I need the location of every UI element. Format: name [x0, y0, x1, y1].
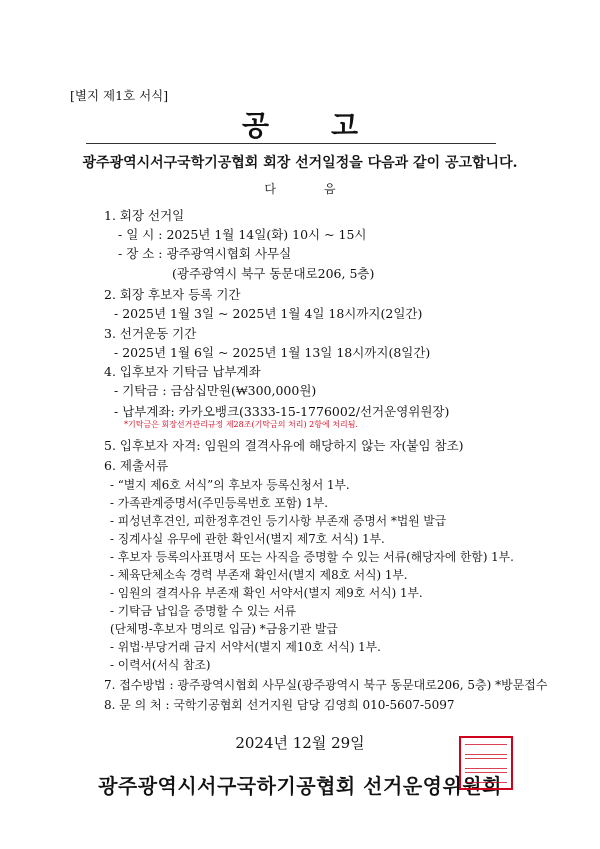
organization-name: 광주광역시서구국하기공협회 선거운영위원회	[98, 774, 502, 798]
form-tag: [별지 제1호 서식]	[70, 88, 169, 103]
section-2-heading: 2. 회장 후보자 등록 기간	[104, 287, 241, 302]
seal-line	[465, 772, 507, 783]
document-item: - 징계사실 유무에 관한 확인서(별지 제7호 서식) 1부.	[110, 532, 385, 546]
daum-label: 다음	[264, 182, 384, 196]
section-2-line-1: - 2025년 1월 3일 ~ 2025년 1월 4일 18시까지(2일간)	[114, 306, 423, 321]
document-item: - 임원의 결격사유 부존재 확인 서약서(별지 제9호 서식) 1부.	[110, 586, 423, 600]
section-5-heading: 5. 입후보자 자격: 임원의 결격사유에 해당하지 않는 자(붙임 참조)	[104, 438, 464, 453]
section-1-line-2: - 장 소 : 광주광역시협회 사무실	[118, 246, 292, 261]
document-item: - 기탁금 납입을 증명할 수 있는 서류	[110, 604, 297, 618]
page-title: 공고	[241, 109, 421, 142]
title-divider	[86, 143, 496, 144]
document-item: - 체육단체소속 경력 부존재 확인서(별지 제8호 서식) 1부.	[110, 568, 408, 582]
document-item: - 위법·부당거래 금지 서약서(별지 제10호 서식) 1부.	[110, 640, 381, 654]
official-seal	[459, 736, 513, 790]
section-4-heading: 4. 입후보자 기탁금 납부계좌	[104, 364, 261, 379]
section-3-heading: 3. 선거운동 기간	[104, 326, 197, 341]
document-item: (단체명-후보자 명의로 입금) *금융기관 발급	[110, 622, 338, 636]
document-item: - 후보자 등록의사표명서 또는 사직을 증명할 수 있는 서류(해당자에 한함) 1부.	[110, 550, 514, 564]
section-4-line-1: - 기탁금 : 금삼십만원(₩300,000원)	[114, 383, 317, 398]
section-1-line-1: - 일 시 : 2025년 1월 14일(화) 10시 ~ 15시	[118, 227, 367, 242]
announcement-intro: 광주광역시서구국학기공협회 회장 선거일정을 다음과 같이 공고합니다.	[82, 155, 518, 171]
section-7-heading: 7. 접수방법 : 광주광역시협회 사무실(광주광역시 북구 동문대로206, 5층) *방문접수	[104, 678, 548, 692]
section-6-heading: 6. 제출서류	[104, 458, 169, 473]
document-item: - 이력서(서식 참조)	[110, 658, 211, 672]
document-item: - 피성년후견인, 피한정후견인 등기사항 부존재 증명서 *법원 발급	[110, 514, 447, 528]
announcement-date: 2024년 12월 29일	[235, 734, 365, 752]
section-8-heading: 8. 문 의 처 : 국학기공협회 선거지원 담당 김영희 010-5607-5097	[104, 698, 455, 712]
section-1-heading: 1. 회장 선거일	[104, 208, 185, 223]
document-item: - 가족관계증명서(주민등록번호 포함) 1부.	[110, 496, 329, 510]
section-3-line-1: - 2025년 1월 6일 ~ 2025년 1월 13일 18시까지(8일간)	[114, 345, 431, 360]
document-item: - “별지 제6호 서식”의 후보자 등록신청서 1부.	[110, 478, 350, 492]
seal-line	[465, 744, 507, 755]
section-1-line-3: (광주광역시 북구 동문대로206, 5층)	[172, 266, 375, 281]
seal-line	[465, 758, 507, 769]
section-4-line-2: - 납부계좌: 카카오뱅크(3333-15-1776002/선거운영위원장)	[114, 404, 450, 419]
section-4-note: *기탁금은 회장선거관리규정 제28조(기탁금의 처리) 2항에 처리됨.	[124, 420, 358, 429]
